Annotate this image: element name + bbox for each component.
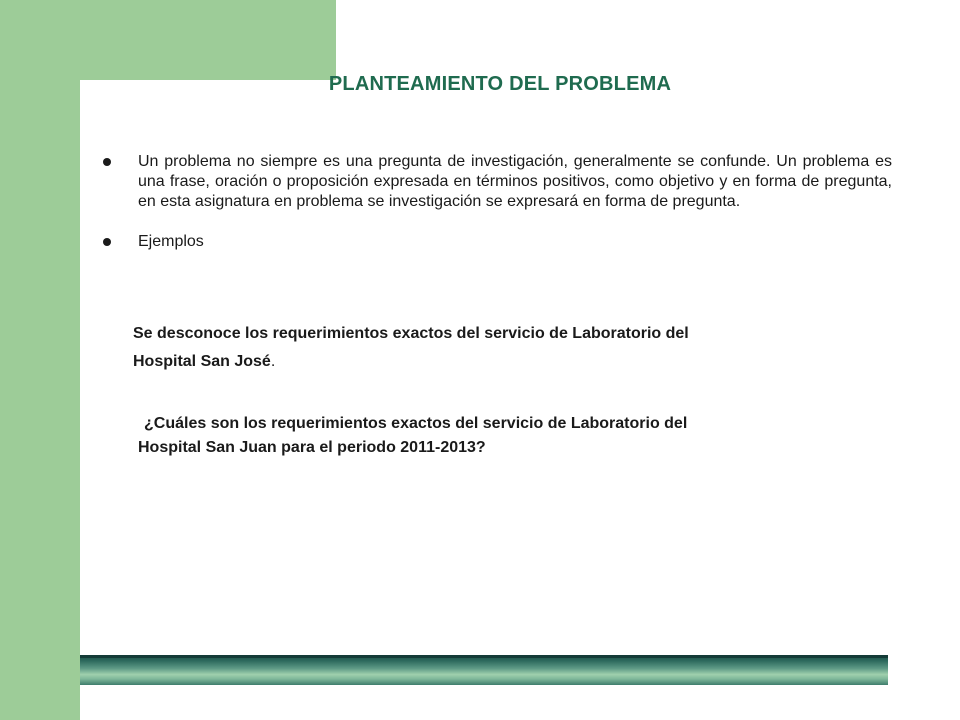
example-statement [133,320,893,376]
example-statement-period: . [270,353,276,370]
slide-title: PLANTEAMIENTO DEL PROBLEMA [328,73,672,95]
top-green-band [80,0,336,80]
footer-gradient-bar [80,655,888,685]
bullet-item-examples [100,232,892,252]
left-green-band [0,0,80,720]
bullet-dot-icon [103,158,111,166]
example-question [138,412,898,460]
example-question-line1: ¿Cuáles son los requerimientos exactos del servicio de Laboratorio del [144,415,688,432]
bullet-text: Ejemplos [138,233,204,250]
bullet-dot-icon [103,238,111,246]
bullet-text: Un problema no siempre es una pregunta de investigación, generalmente se confunde. Un problema es una frase, oración o proposición expresada en términos positivos, como objetivo y en forma de pregunta, en esta asignatura en problema se investigación se expresará en forma de pregunta. [138,153,892,210]
bullet-item-definition [100,152,892,212]
example-question-line2: Hospital San Juan para el periodo 2011-2013? [138,439,486,456]
example-statement-line1: Se desconoce los requerimientos exactos del servicio de Laboratorio del [133,325,689,342]
example-statement-line2: Hospital San José [133,353,271,370]
bullet-list [100,152,892,252]
